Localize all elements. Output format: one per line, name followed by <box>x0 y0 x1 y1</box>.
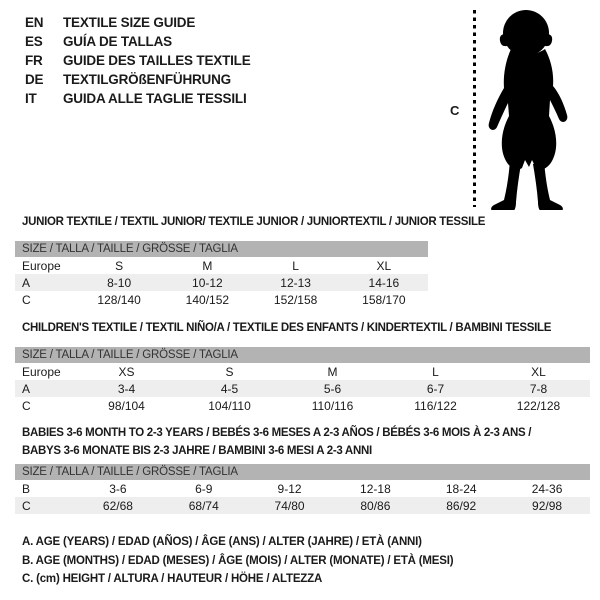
language-label: TEXTILGRÖßENFÜHRUNG <box>63 72 231 87</box>
table-cell: 98/104 <box>108 398 145 413</box>
table-cell: 6-7 <box>426 381 445 396</box>
table-cell: 116/122 <box>414 398 457 413</box>
table-cell: 110/116 <box>311 398 354 413</box>
row-label: Europe <box>22 258 61 273</box>
table-cell: 68/74 <box>188 498 219 513</box>
language-label: TEXTILE SIZE GUIDE <box>63 15 196 30</box>
table-cell: XS <box>118 364 135 379</box>
table-cell: M <box>327 364 338 379</box>
language-label: GUIDE DES TAILLES TEXTILE <box>63 53 251 68</box>
footnote-b: B. AGE (MONTHS) / EDAD (MESES) / ÂGE (MOIS) / ALTER (MONATE) / ETÀ (MESI) <box>22 554 454 567</box>
row-label: C <box>22 398 31 413</box>
table-cell: 3-6 <box>109 481 127 496</box>
language-code: ES <box>25 34 43 49</box>
table-cell: 80/86 <box>360 498 391 513</box>
table-cell: 104/110 <box>208 398 251 413</box>
table-cell: 140/152 <box>185 292 230 307</box>
table-row <box>15 291 428 308</box>
language-label: GUIDA ALLE TAGLIE TESSILI <box>63 91 247 106</box>
babies-table-title-line1: BABIES 3-6 MONTH TO 2-3 YEARS / BEBÉS 3-6 MESES A 2-3 AÑOS / BÉBÉS 3-6 MOIS À 2-3 ANS / <box>22 427 532 439</box>
table-header: SIZE / TALLA / TAILLE / GRÖSSE / TAGLIA <box>15 241 428 257</box>
table-cell: M <box>202 258 213 273</box>
language-code: FR <box>25 53 43 68</box>
table-cell: 5-6 <box>323 381 342 396</box>
table-cell: 158/170 <box>362 292 406 307</box>
table-cell: XL <box>531 364 546 379</box>
babies-table-title-line2: BABYS 3-6 MONATE BIS 2-3 JAHRE / BAMBINI 3-6 MESI A 2-3 ANNI <box>22 445 372 457</box>
language-guide-list <box>25 13 251 108</box>
language-row-de <box>25 70 251 89</box>
language-row-en <box>25 13 251 32</box>
language-label: GUÍA DE TALLAS <box>63 34 172 49</box>
table-cell: 86/92 <box>446 498 477 513</box>
babies-size-table <box>15 464 590 514</box>
row-label: B <box>22 481 31 496</box>
table-row <box>15 397 590 414</box>
children-table-title: CHILDREN'S TEXTILE / TEXTIL NIÑO/A / TEXTILE DES ENFANTS / KINDERTEXTIL / BAMBINI TESSILE <box>22 322 552 334</box>
table-header: SIZE / TALLA / TAILLE / GRÖSSE / TAGLIA <box>15 347 590 363</box>
table-cell: 122/128 <box>516 398 561 413</box>
row-label: A <box>22 381 31 396</box>
row-label: C <box>22 498 31 513</box>
table-cell: 74/80 <box>274 498 305 513</box>
table-cell: L <box>432 364 439 379</box>
junior-table-title: JUNIOR TEXTILE / TEXTIL JUNIOR/ TEXTILE JUNIOR / JUNIORTEXTIL / JUNIOR TESSILE <box>22 216 486 228</box>
table-cell: 92/98 <box>532 498 563 513</box>
footnote-a: A. AGE (YEARS) / EDAD (AÑOS) / ÂGE (ANS) / ALTER (JAHRE) / ETÀ (ANNI) <box>22 536 422 548</box>
table-cell: S <box>225 364 234 379</box>
table-row <box>15 380 590 397</box>
height-measure-dashed-line <box>473 10 476 207</box>
table-row <box>15 363 590 380</box>
table-header: SIZE / TALLA / TAILLE / GRÖSSE / TAGLIA <box>15 464 590 480</box>
table-cell: XL <box>376 258 392 273</box>
table-cell: 12-18 <box>360 481 391 496</box>
footnotes <box>22 533 453 589</box>
table-cell: 3-4 <box>117 381 136 396</box>
height-measure-label: C <box>450 103 460 118</box>
babies-table-title <box>22 424 531 460</box>
table-cell: 152/158 <box>273 292 318 307</box>
footnote-c: C. (cm) HEIGHT / ALTURA / HAUTEUR / HÖHE / ALTEZZA <box>22 573 323 585</box>
table-cell: 128/140 <box>97 292 141 307</box>
table-cell: 10-12 <box>192 275 223 290</box>
table-row <box>15 257 428 274</box>
table-cell: 62/68 <box>102 498 133 513</box>
language-code: DE <box>25 72 44 87</box>
row-label: A <box>22 275 31 290</box>
language-row-it <box>25 89 251 108</box>
row-label: Europe <box>22 364 61 379</box>
row-label: C <box>22 292 31 307</box>
table-cell: 14-16 <box>368 275 400 290</box>
table-cell: 18-24 <box>445 481 477 496</box>
table-cell: 9-12 <box>277 481 302 496</box>
children-size-table <box>15 347 590 414</box>
language-code: IT <box>25 91 37 106</box>
language-code: EN <box>25 15 44 30</box>
language-row-fr <box>25 51 251 70</box>
table-cell: 8-10 <box>107 275 132 290</box>
table-cell: L <box>292 258 299 273</box>
table-cell: 12-13 <box>280 275 311 290</box>
baby-silhouette-icon <box>479 8 575 210</box>
table-cell: 6-9 <box>195 481 213 496</box>
table-cell: 4-5 <box>220 381 239 396</box>
table-row <box>15 497 590 514</box>
table-cell: 7-8 <box>529 381 548 396</box>
table-cell: 24-36 <box>531 481 563 496</box>
table-row <box>15 480 590 497</box>
junior-size-table <box>15 241 428 308</box>
table-cell: S <box>115 258 124 273</box>
language-row-es <box>25 32 251 51</box>
table-row <box>15 274 428 291</box>
